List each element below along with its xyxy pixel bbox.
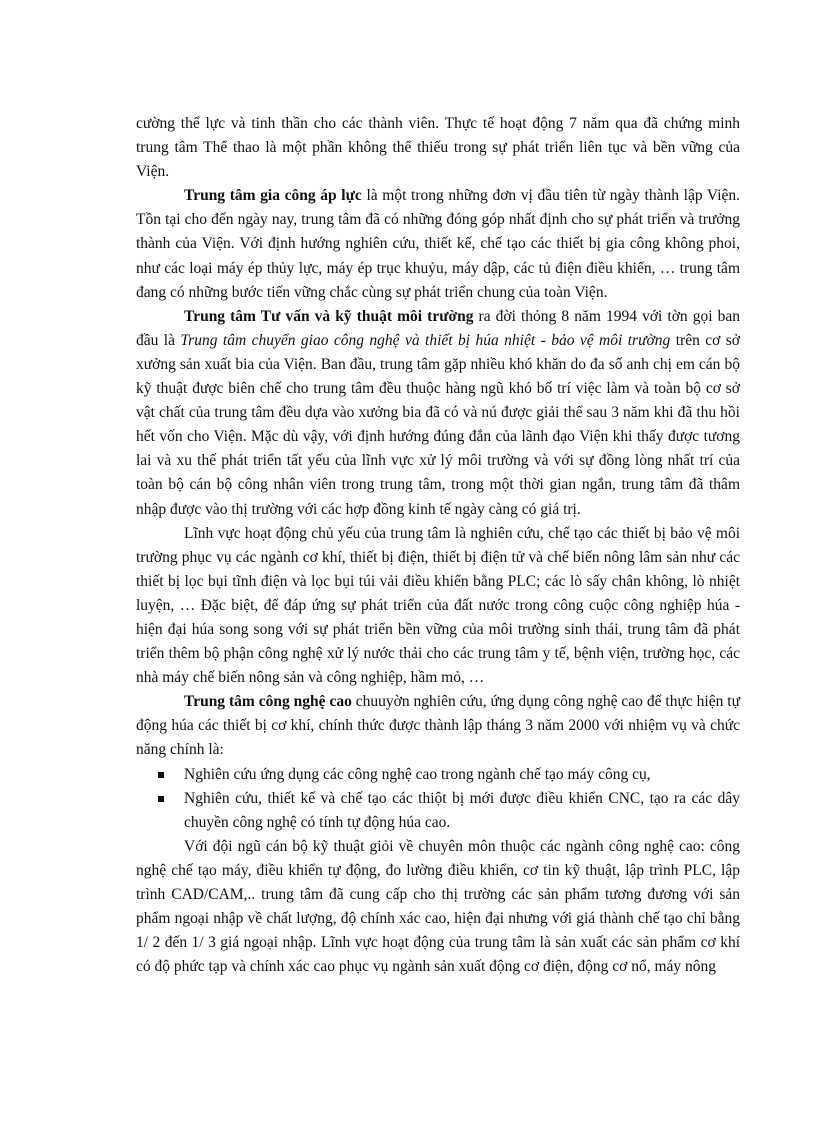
bullet-square-icon bbox=[158, 796, 164, 802]
paragraph-text: là một trong những đơn vị đầu tiên từ ngày thành lập Viện. Tồn tại cho đến ngày nay, trung tâm đã có những đóng góp nhất định cho sự phát triển và trưởng thành của Viện. Với định hướng nghiên cứu, thiết kế, chế tạo các thiết bị gia công không phoi, như các loại máy ép thủy lực, máy ép trục khuỷu, máy dập, các tủ điện điều khiển, … trung tâm đang có những bước tiến vững chắc cùng sự phát triển chung của toàn Viện. bbox=[136, 187, 741, 301]
paragraph-environmental-activities: Lĩnh vực hoạt động chủ yếu của trung tâm là nghiên cứu, chế tạo các thiết bị bảo vệ môi trường phục vụ các ngành cơ khí, thiết bị điện, thiết bị điện tử và chế biến nông lâm sản như các thiết bị lọc bụi tĩnh điện và lọc bụi túi vải điều khiển bằng PLC; các lò sấy chân không, lò nhiệt luyện, … Đặc biệt, để đáp ứng sự phát triển của đất nước trong công cuộc công nghiệp húa - hiện đại húa song song với sự phát triển bền vững của môi trường sinh thái, trung tâm đã phát triển thêm bộ phận công nghệ xử lý nước thải cho các trung tâm y tế, bệnh viện, trường học, các nhà máy chế biến nông sản và công nghiệp, hầm mỏ, … bbox=[136, 524, 740, 687]
paragraph-environmental-center bbox=[136, 305, 740, 522]
document-page bbox=[136, 112, 740, 979]
heading-high-tech-center: Trung tâm công nghệ cao bbox=[184, 693, 352, 711]
paragraph-text: ra đời thỏng 8 năm 1994 với tờn gọi ban đầu là bbox=[136, 307, 741, 349]
heading-pressure-processing-center: Trung tâm gia công áp lực bbox=[184, 187, 362, 205]
italic-original-name: Trung tâm chuyển giao công nghệ và thiết bị húa nhiệt - bảo vệ môi trường bbox=[180, 331, 671, 349]
heading-environmental-center: Trung tâm Tư vấn và kỹ thuật môi trường bbox=[184, 307, 474, 325]
paragraph-text: trên cơ sở xưởng sản xuất bia của Viện. Ban đầu, trung tâm gặp nhiều khó khăn do đa số anh chị em cán bộ kỹ thuật được biên chế cho trung tâm đều thuộc hàng ngũ khó bố trí việc làm và toàn bộ cơ sở vật chất của trung tâm đều dựa vào xưởng bia đã có và nú được giải thể sau 3 năm khi đã thu hồi hết vốn cho Viện. Mặc dù vậy, với định hướng đúng đắn của lãnh đạo Viện khi thấy được tương lai và xu thế phát triển tất yếu của lĩnh vực xử lý môi trường và với sự đồng lòng nhất trí của toàn bộ cán bộ công nhân viên trong trung tâm, trong một thời gian ngắn, trung tâm đã thâm nhập được vào thị trường với các hợp đồng kinh tế ngày càng có giá trị. bbox=[136, 331, 740, 518]
paragraph-high-tech-center bbox=[136, 690, 740, 762]
list-item-text: Nghiên cứu ứng dụng các công nghệ cao trong ngành chế tạo máy công cụ, bbox=[184, 765, 651, 783]
paragraph-high-tech-staff: Với đội ngũ cán bộ kỹ thuật giỏi về chuyên môn thuộc các ngành công nghệ cao: công nghệ chế tạo máy, điều khiển tự động, đo lường điều khiển, cơ tin kỹ thuật, lập trình PLC, lập trình CAD/CAM,.. trung tâm đã cung cấp cho thị trường các sản phẩm tương đương với sản phẩm ngoại nhập về chất lượng, độ chính xác cao, hiện đại nhưng với giá thành chế tạo chỉ bằng 1/ 2 đến 1/ 3 giá ngoại nhập. Lĩnh vực hoạt động của trung tâm là sản xuất các sản phẩm cơ khí có độ phức tạp và chính xác cao phục vụ ngành sản xuất động cơ điện, động cơ nổ, máy nông bbox=[136, 837, 740, 976]
paragraph-pressure-processing-center bbox=[136, 184, 740, 304]
bullet-list-tasks bbox=[136, 763, 740, 835]
bullet-square-icon bbox=[158, 772, 164, 778]
list-item-text: Nghiên cứu, thiết kế và chế tạo các thiột bị mới được điều khiển CNC, tạo ra các dây chuyền công nghệ có tính tự động húa cao. bbox=[184, 789, 740, 831]
list-item bbox=[136, 787, 740, 835]
paragraph-text: chuuyờn nghiên cứu, ứng dụng công nghệ cao để thực hiện tự động húa các thiết bị cơ khí, chính thức được thành lập tháng 3 năm 2000 với nhiệm vụ và chức năng chính là: bbox=[136, 693, 740, 759]
paragraph-sports-center-continued: cường thể lực và tinh thần cho các thành viên. Thực tế hoạt động 7 năm qua đã chứng minh trung tâm Thể thao là một phần không thể thiếu trong sự phát triển liên tục và bền vững của Viện. bbox=[136, 115, 740, 181]
list-item bbox=[136, 763, 740, 787]
